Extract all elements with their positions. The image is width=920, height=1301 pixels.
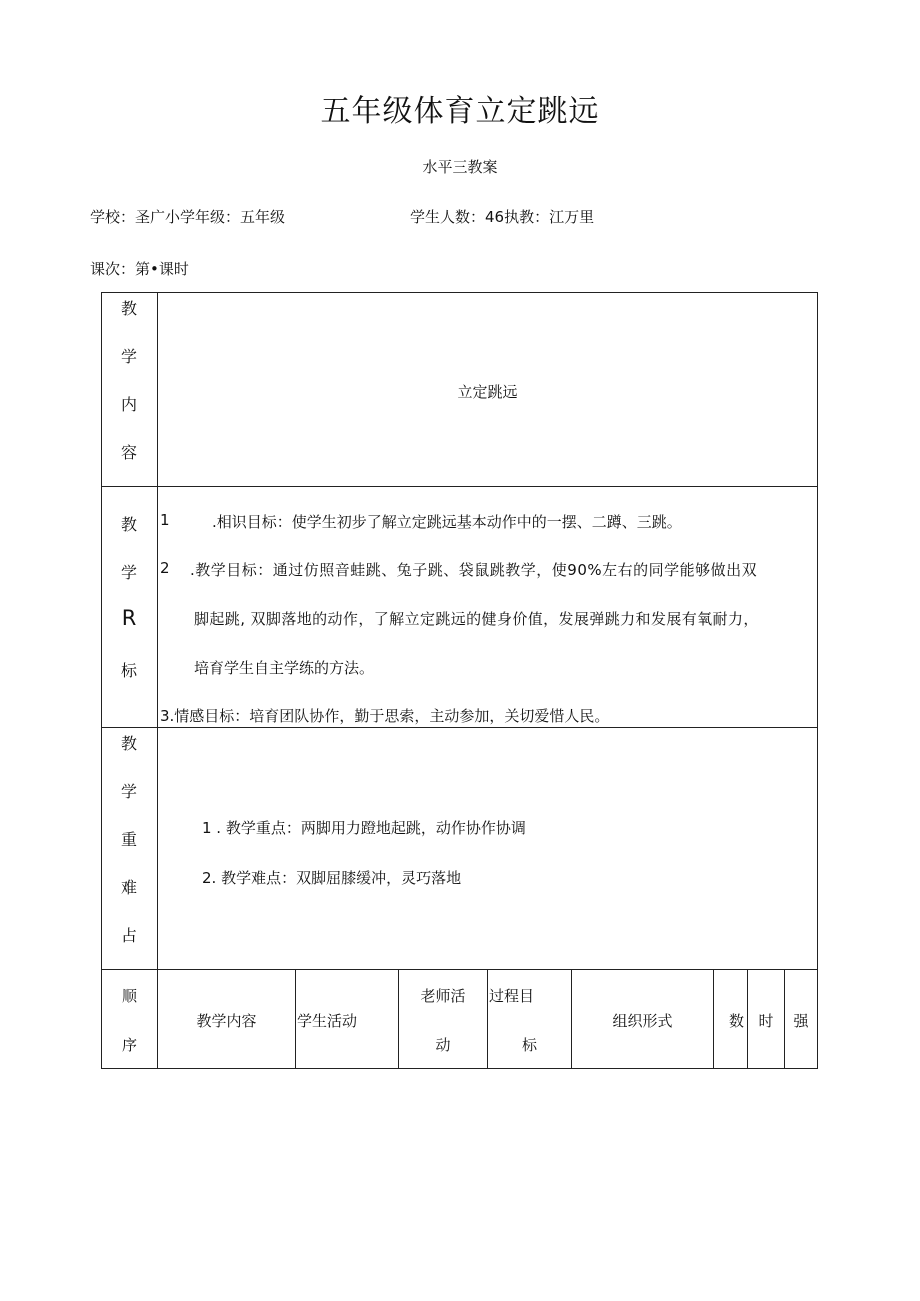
label-char: 教 bbox=[120, 299, 137, 318]
label-char: 学 bbox=[120, 347, 137, 366]
goal-3-text: 3.情感目标：培育团队协作，勤于思索，主动参加，关切爱惜人民。 bbox=[160, 707, 610, 725]
page-subtitle: 水平三教案 bbox=[422, 158, 498, 176]
column-divider bbox=[157, 292, 158, 1069]
goal-2-number: 2 bbox=[160, 559, 170, 577]
label-char: 教 bbox=[120, 734, 137, 753]
students-teacher-info: 学生人数：46执教：江万里 bbox=[410, 208, 595, 226]
label-char: 重 bbox=[120, 830, 137, 849]
header-teacher-activity-line-1: 老师活 bbox=[420, 987, 466, 1005]
table-border-bottom bbox=[101, 1068, 818, 1069]
label-char: 容 bbox=[120, 443, 137, 462]
header-order-line-2: 序 bbox=[121, 1036, 137, 1054]
goal-2-line-1: .教学目标：通过仿照音蛙跳、兔子跳、袋鼠跳教学，使90%左右的同学能够做出双 bbox=[190, 561, 758, 579]
column-divider bbox=[295, 969, 296, 1069]
header-process-goal-line-2: 标 bbox=[521, 1036, 537, 1054]
label-char: 占 bbox=[120, 926, 137, 945]
label-char: 学 bbox=[120, 563, 137, 582]
row-divider bbox=[101, 727, 818, 728]
table-border-right bbox=[817, 292, 818, 1069]
label-char: 难 bbox=[120, 878, 137, 897]
content-row-label bbox=[102, 292, 156, 486]
key-point-text: 1 . 教学重点：两脚用力蹬地起跳，动作协作协调 bbox=[202, 819, 526, 837]
goal-1-text: .相识目标：使学生初步了解立定跳远基本动作中的一摆、二蹲、三跳。 bbox=[212, 513, 682, 531]
label-char: R bbox=[121, 606, 137, 630]
lesson-info: 课次：第•课时 bbox=[90, 260, 189, 278]
header-process-goal-line-1: 过程目 bbox=[489, 987, 535, 1005]
header-time: 时 bbox=[758, 1012, 774, 1030]
page-title: 五年级体育立定跳远 bbox=[320, 94, 600, 129]
header-intensity: 强 bbox=[793, 1012, 809, 1030]
row-divider bbox=[101, 486, 818, 487]
content-text: 立定跳远 bbox=[457, 383, 518, 401]
goal-2-line-3: 培育学生自主学练的方法。 bbox=[194, 659, 375, 677]
school-grade-info: 学校：圣广小学年级：五年级 bbox=[90, 208, 286, 226]
label-char: 教 bbox=[120, 515, 137, 534]
header-organization: 组织形式 bbox=[612, 1012, 673, 1030]
header-student-activity: 学生活动 bbox=[297, 1012, 358, 1030]
header-teaching-content: 教学内容 bbox=[196, 1012, 257, 1030]
goal-1-number: 1 bbox=[160, 511, 170, 529]
label-char: 内 bbox=[120, 395, 137, 414]
goals-row-label bbox=[102, 486, 156, 727]
keypoints-row-label bbox=[102, 727, 156, 969]
label-char: 学 bbox=[120, 782, 137, 801]
row-divider bbox=[101, 969, 818, 970]
header-count: 数 bbox=[728, 1012, 744, 1030]
header-teacher-activity-line-2: 动 bbox=[435, 1036, 451, 1054]
label-char: 标 bbox=[120, 661, 137, 680]
goal-2-line-2: 脚起跳, 双脚落地的动作，了解立定跳远的健身价值，发展弹跳力和发展有氧耐力， bbox=[194, 610, 759, 628]
difficult-point-text: 2. 教学难点：双脚屈膝缓冲，灵巧落地 bbox=[202, 869, 462, 887]
header-order-line-1: 顺 bbox=[121, 987, 137, 1005]
table-border-top bbox=[101, 292, 818, 293]
